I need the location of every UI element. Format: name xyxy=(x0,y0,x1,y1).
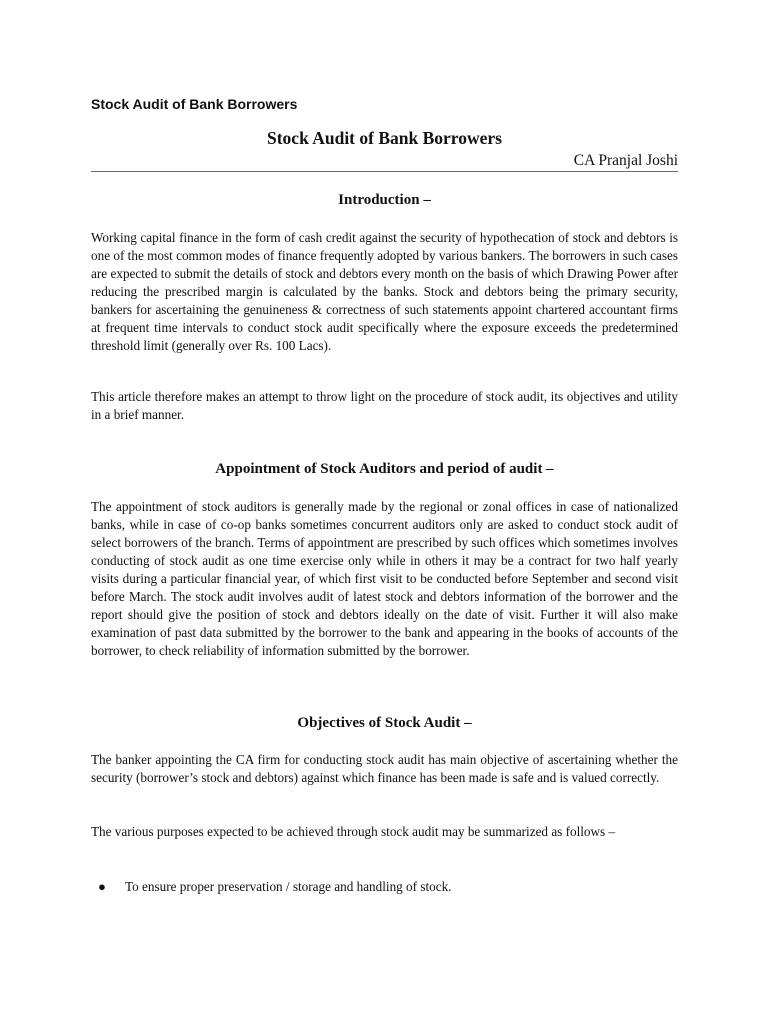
bullet-icon: ● xyxy=(98,879,106,894)
appointment-paragraph-1: The appointment of stock auditors is generally made by the regional or zonal offices in case of nationalized banks, while in case of co-op banks sometimes concurrent auditors only are asked to conduct stock audit of select borrowers of the branch. Terms of appointment are prescribed by such offices which sometimes involves conducting of stock audit as one time exercise only while in others it may be a contract for two half yearly visits during a particular financial year, of which first visit to be conducted before September and second visit before March. The stock audit involves audit of latest stock and debtors information of the borrower and the report should give the position of stock and debtors ideally on the date of visit. Further it will also make examination of past data submitted by the borrower to the bank and appearing in the books of accounts of the borrower, to check reliability of information submitted by the borrower. xyxy=(91,499,678,658)
objectives-heading: Objectives of Stock Audit – xyxy=(297,715,472,731)
author-name: CA Pranjal Joshi xyxy=(573,152,678,169)
objectives-paragraph-2: The various purposes expected to be achieved through stock audit may be summarized as follows – xyxy=(91,824,616,839)
page-title: Stock Audit of Bank Borrowers xyxy=(267,128,502,148)
introduction-paragraph-2: This article therefore makes an attempt to throw light on the procedure of stock audit, its objectives and utility in a brief manner. xyxy=(91,389,678,422)
list-item-text: To ensure proper preservation / storage and handling of stock. xyxy=(125,879,452,894)
introduction-paragraph-1: Working capital finance in the form of cash credit against the security of hypothecation of stock and debtors is one of the most common modes of finance frequently adopted by various bankers. The borrowers in such cases are expected to submit the details of stock and debtors every month on the basis of which Drawing Power after reducing the prescribed margin is calculated by the banks. Stock and debtors being the primary security, bankers for ascertaining the genuineness & correctness of such statements appoint chartered accountant firms at frequent time intervals to conduct stock audit specifically where the exposure exceeds the predetermined threshold limit (generally over Rs. 100 Lacs). xyxy=(91,230,678,353)
document-label: Stock Audit of Bank Borrowers xyxy=(91,96,298,112)
introduction-heading: Introduction – xyxy=(338,192,431,208)
appointment-heading: Appointment of Stock Auditors and period of audit – xyxy=(215,461,554,477)
title-divider xyxy=(91,171,678,172)
objectives-paragraph-1: The banker appointing the CA firm for conducting stock audit has main objective of ascertaining whether the security (borrower’s stock and debtors) against which finance has been made is safe and is valued correctly. xyxy=(91,752,678,785)
